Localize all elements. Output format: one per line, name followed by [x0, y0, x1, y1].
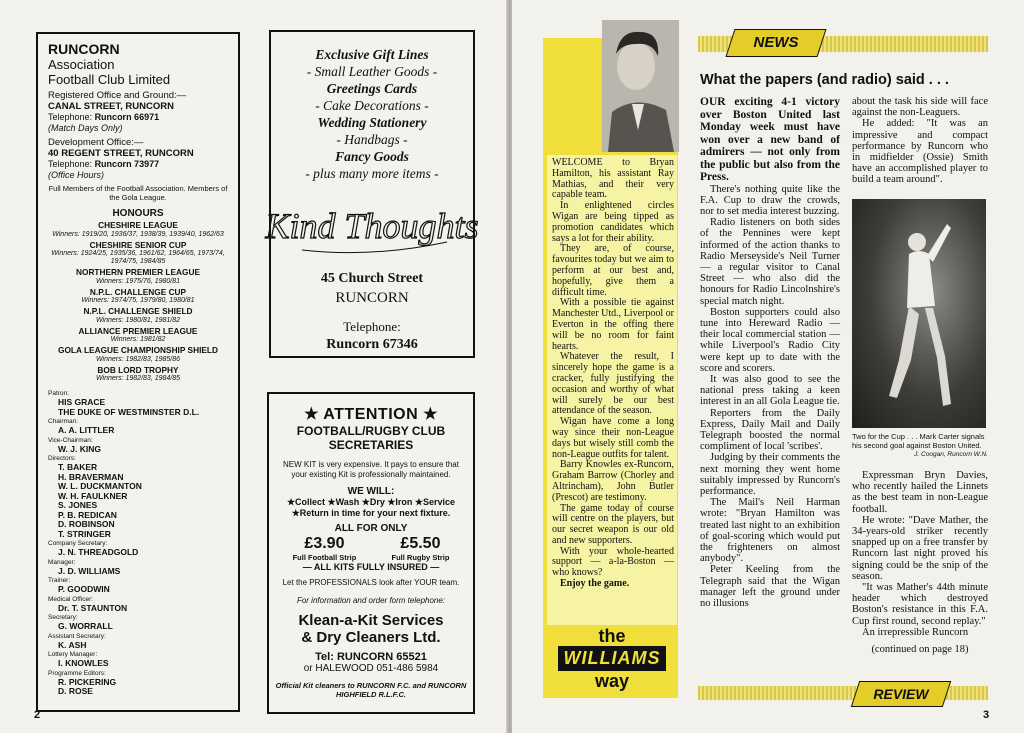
left-page: [0, 0, 508, 733]
gift-line: - Small Leather Goods -: [306, 64, 438, 79]
office-tel-number: Runcorn 66971: [94, 112, 160, 122]
kit-ad-subtitle-2: SECRETARIES: [328, 438, 414, 452]
celebrating-player-figure: [885, 210, 955, 420]
official-role: Directors:: [48, 455, 76, 462]
honour-winners: Winners: 1980/81, 1981/82: [96, 316, 180, 324]
gift-line: Greetings Cards: [326, 81, 418, 96]
company-name-1: Klean-a-Kit Services: [298, 612, 444, 629]
official-role: Manager:: [48, 558, 76, 566]
kit-tel-1: Tel: RUNCORN 65521: [315, 651, 427, 663]
article-paragraph: OUR exciting 4-1 victory over Boston United last Monday week must have won over a new band of admirers — not only from the public but also from the Press.: [700, 96, 840, 183]
official-cleaners: Official Kit cleaners to RUNCORN F.C. and RUNCORN HIGHFIELD R.L.F.C.: [275, 681, 467, 699]
official-role: Lottery Manager:: [48, 651, 98, 658]
honour-item: [48, 241, 228, 267]
official-name: P. GOODWIN: [58, 584, 110, 594]
article-paragraph: Reporters from the Daily Express, Daily Mail and Daily Telegraph boosted the normal compliment of local 'scribes'.: [700, 407, 840, 453]
article-paragraph: It was also good to see the national press taking a keen interest in an all Gola League tie.: [700, 373, 840, 408]
price-rugby: £5.50: [400, 535, 441, 552]
caption-text: Two for the Cup . . . Mark Carter signals his second goal against Boston United.: [852, 432, 985, 450]
official-entry: [48, 559, 228, 577]
official-name: K. ASH: [58, 639, 87, 650]
article-column-3: [852, 470, 988, 655]
article-paragraph: Peter Keeling from the Telegraph said that the Wigan manager left the ground under no illusions: [700, 564, 840, 610]
dev-tel-number: Runcorn 73977: [94, 159, 160, 169]
official-role: Company Secretary:: [48, 540, 108, 547]
continued-note: (continued on page 18): [871, 644, 969, 656]
honour-item: [48, 268, 228, 286]
review-tag: [851, 681, 951, 707]
honour-winners: Winners: 1975/76, 1980/81: [96, 277, 180, 285]
office-telephone: [48, 112, 228, 123]
kit-tel-2: or HALEWOOD 051-486 5984: [303, 663, 439, 674]
honour-title: GOLA LEAGUE CHAMPIONSHIP SHIELD: [58, 345, 218, 355]
strip-rugby: Full Rugby Strip: [391, 553, 450, 562]
article-paragraph: The Mail's Neil Harman wrote: "Bryan Hamilton was treated last night to an exhibition of goal-scoring which would put the frighteners on almost anybody".: [700, 497, 840, 565]
review-label: REVIEW: [873, 686, 929, 702]
gift-line: - Handbags -: [336, 132, 408, 147]
article-headline: What the papers (and radio) said . . .: [700, 72, 949, 88]
official-name: THE DUKE OF WESTMINSTER D.L.: [58, 406, 200, 417]
honour-title: NORTHERN PREMIER LEAGUE: [76, 267, 200, 277]
honour-item: [48, 346, 228, 364]
gift-line: - plus many more items -: [305, 166, 439, 181]
official-entry: [48, 390, 228, 417]
official-name: HIS GRACE: [58, 397, 106, 407]
gift-line: Fancy Goods: [335, 149, 409, 164]
williams-name: WILLIAMS: [558, 646, 667, 671]
welcome-paragraph: Wigan have come a long way since their non-League days but wisely still comb the non-League outfits for talent.: [552, 416, 674, 460]
welcome-paragraph: With your whole-hearted support — a-la-Boston — who knows?: [552, 545, 674, 579]
welcome-signoff: Enjoy the game.: [560, 578, 630, 590]
official-role: Programme Editors:: [48, 669, 106, 677]
official-role: Trainer:: [48, 577, 71, 584]
office-address: CANAL STREET, RUNCORN: [48, 101, 174, 112]
kit-ad-subtitle: FOOTBALL/RUGBY CLUB: [296, 424, 446, 438]
honour-title: N.P.L. CHALLENGE CUP: [89, 286, 187, 297]
honour-title: N.P.L. CHALLENGE SHIELD: [83, 306, 193, 316]
article-paragraph: An irrepressible Runcorn: [862, 626, 969, 638]
dev-address: 40 REGENT STREET, RUNCORN: [48, 148, 194, 159]
official-role: Secretary:: [48, 614, 78, 621]
club-name-line3: Football Club Limited: [48, 72, 171, 87]
office-note: (Match Days Only): [48, 123, 123, 133]
welcome-paragraph: With a possible tie against Manchester Utd., Liverpool or Everton in the offing there will be no room for faint hearts.: [552, 297, 674, 352]
gift-telephone: Runcorn 67346: [326, 337, 418, 352]
honour-item: [48, 288, 228, 306]
honour-title: ALLIANCE PREMIER LEAGUE: [78, 325, 198, 336]
gift-line: Wedding Stationery: [317, 115, 427, 130]
official-entry: [48, 614, 228, 632]
gift-shop-advert: [265, 30, 479, 358]
club-name-line2: Association: [48, 57, 115, 72]
info-line: For information and order form telephone:: [296, 596, 446, 605]
photo-credit: J. Coogan, Runcorn W.N.: [914, 451, 988, 458]
manager-portrait: [602, 20, 679, 152]
honour-winners: Winners: 1924/25, 1935/36, 1961/62, 1964/65, 1973/74, 1974/75, 1984/85: [51, 250, 225, 265]
official-name: R. PICKERING: [58, 676, 117, 687]
williams-way: way: [594, 671, 630, 691]
official-role: Assistant Secretary:: [48, 632, 106, 640]
honour-winners: Winners: 1919/20, 1936/37, 1938/39, 1939/40, 1962/63: [52, 230, 224, 238]
gift-address: 45 Church Street: [320, 271, 424, 286]
welcome-paragraph: Barry Knowles ex-Runcorn, Graham Barrow (Chorley and Altrincham), John Butler (Prescot) are testimony.: [552, 459, 674, 503]
official-name: A. A. LITTLER: [58, 425, 115, 435]
honour-winners: Winners: 1982/83, 1984/85: [96, 375, 180, 382]
attention-heading: ★ ATTENTION ★: [304, 406, 438, 423]
official-role: Vice-Chairman:: [48, 436, 93, 444]
honour-winners: Winners: 1974/75, 1979/80, 1980/81: [81, 297, 195, 304]
kind-thoughts-logo: [265, 192, 479, 260]
honour-item: [48, 221, 228, 239]
official-name: T. BAKER: [58, 462, 98, 472]
rugby-price: [391, 535, 449, 562]
welcome-paragraph: The game today of course will centre on the players, but our secret weapon is our old and new supporters.: [552, 502, 674, 546]
gift-tel-label: Telephone:: [343, 319, 401, 334]
official-entry: [48, 540, 228, 558]
official-name: S. JONES: [58, 500, 98, 510]
official-name: D. ROBINSON: [58, 519, 115, 529]
price-row: [275, 535, 467, 562]
official-role: Chairman:: [48, 418, 78, 425]
article-paragraph: Judging by their comments the next morning they went home suitably impressed by Runcorn's performance.: [700, 452, 840, 497]
dev-label: Development Office:—: [48, 137, 144, 148]
official-name: Dr. T. STAUNTON: [58, 602, 128, 613]
official-name: P. B. REDICAN: [58, 509, 117, 520]
official-name: W. L. DUCKMANTON: [58, 481, 142, 491]
football-price: [293, 535, 357, 562]
official-name: J. D. WILLIAMS: [58, 565, 121, 576]
welcome-paragraph: Whatever the result, I sincerely hope the game is a cracker, fully justifying the occasion and worthy of what will surely be our best attendance of the season.: [552, 351, 674, 417]
honour-title: CHESHIRE SENIOR CUP: [89, 239, 187, 250]
page-number-right: 3: [983, 709, 990, 721]
official-name: J. N. THREADGOLD: [58, 547, 139, 557]
company-name-2: & Dry Cleaners Ltd.: [301, 629, 441, 646]
article-paragraph: "It was Mather's 44th minute header which destroyed Boston's resistance in this F.A. Cup first round, second replay.": [852, 582, 988, 627]
honours-heading: HONOURS: [112, 208, 164, 219]
honour-winners: Winners: 1982/83, 1985/86: [96, 355, 180, 363]
honour-item: [48, 366, 228, 384]
we-will-heading: WE WILL:: [347, 486, 395, 497]
dev-telephone: [48, 159, 228, 170]
official-name: G. WORRALL: [58, 621, 113, 631]
news-label: NEWS: [753, 34, 799, 51]
dev-tel-label: Telephone:: [48, 159, 93, 169]
strip-football: Full Football Strip: [292, 553, 357, 562]
williams-way-logo: [547, 626, 677, 698]
official-entry: [48, 455, 228, 539]
gift-line: - Cake Decorations -: [315, 98, 429, 113]
article-paragraph: Radio listeners on both sides of the Pennines were kept informed of the action thanks to Radio Merseyside's Neil Turner — a regular visitor to Canal Street — who also did the honours for Radio Lincolnshire's special match night.: [700, 217, 840, 307]
article-paragraph: He added: "It was an impressive and compact performance by Runcorn who in midfielder (Ossie) Smith have an accomplished player to build a team around".: [852, 118, 988, 186]
kit-ad-intro: NEW KIT is very expensive. It pays to ensure that your existing Kit is professionally maintained.: [283, 460, 459, 479]
official-entry: [48, 437, 228, 455]
price-football: £3.90: [304, 535, 345, 552]
honour-item: [48, 307, 228, 325]
welcome-paragraph: They are, of course, favourites today but we aim to perform at our best and, hopefully, give them a difficult time.: [552, 243, 674, 298]
official-name: I. KNOWLES: [58, 658, 109, 668]
honours-list: [48, 221, 228, 383]
membership-text: Full Members of the Football Association. Members of the Gola League.: [48, 184, 228, 202]
photo-caption: [852, 432, 988, 459]
official-entry: [48, 596, 228, 614]
logo-lettering: Kind Thoughts: [265, 206, 479, 246]
official-entry: [48, 418, 228, 436]
gift-town: RUNCORN: [335, 290, 409, 306]
services-line-2: ★Return in time for your next fixture.: [291, 508, 451, 518]
official-name: W. J. KING: [58, 443, 101, 454]
services-line-1: ★Collect ★Wash ★Dry ★Iron ★Service: [286, 497, 456, 507]
all-for-only: ALL FOR ONLY: [334, 523, 408, 534]
office-tel-label: Telephone:: [48, 112, 93, 122]
official-role: Medical Officer:: [48, 595, 94, 603]
official-name: W. H. FAULKNER: [58, 490, 128, 501]
article-paragraph: about the task his side will face against the non-Leaguers.: [852, 96, 988, 119]
williams-the: the: [598, 626, 626, 646]
article-paragraph: Expressman Bryn Davies, who recently hailed the Linnets as the best team in non-League football.: [852, 470, 988, 515]
insured-line: — ALL KITS FULLY INSURED —: [302, 562, 440, 572]
official-name: T. STRINGER: [58, 528, 111, 539]
article-paragraph: He wrote: "Dave Mather, the 34-years-old striker recently snapped up on a free transfer by Runcorn last night proved his signing could be the snip of the season.: [852, 514, 988, 582]
honour-title: CHESHIRE LEAGUE: [98, 220, 178, 230]
professionals-line: Let the PROFESSIONALS look after YOUR team.: [282, 578, 460, 587]
news-tag: [725, 29, 826, 57]
official-entry: [48, 670, 228, 697]
welcome-paragraph: WELCOME to Bryan Hamilton, his assistant Ray Mathias, and their very capable team.: [552, 157, 674, 201]
official-name: H. BRAVERMAN: [58, 471, 124, 482]
office-label: Registered Office and Ground:—: [48, 90, 187, 101]
manager-welcome-text: [552, 158, 674, 590]
kit-cleaning-advert: [267, 392, 475, 714]
honour-title: BOB LORD TROPHY: [97, 364, 179, 375]
official-entry: [48, 633, 228, 651]
official-entry: [48, 577, 228, 595]
gift-line: Exclusive Gift Lines: [315, 47, 429, 62]
article-column-1: [700, 96, 840, 609]
official-role: Patron:: [48, 390, 69, 397]
club-name: RUNCORN: [48, 41, 120, 57]
page-number-left: 2: [34, 709, 41, 721]
article-paragraph: There's nothing quite like the F.A. Cup to draw the crowds, nor to set media interest buzzing.: [700, 183, 840, 217]
official-name: D. ROSE: [58, 686, 93, 696]
article-column-2: [852, 96, 988, 186]
honour-item: [48, 327, 228, 345]
dev-note: (Office Hours): [48, 170, 105, 180]
officials-list: [48, 390, 228, 697]
club-info-box: [36, 32, 240, 712]
welcome-paragraph: In enlightened circles Wigan are being tipped as promotion candidates which says a lot for their ability.: [552, 200, 674, 244]
article-paragraph: Boston supporters could also tune into Hereward Radio — their local commercial station — while Liverpool's Radio City were kept up to date with the score and scorers.: [700, 306, 840, 374]
honour-winners: Winners: 1981/82: [110, 336, 166, 343]
gift-lines: [271, 46, 473, 182]
official-entry: [48, 651, 228, 669]
